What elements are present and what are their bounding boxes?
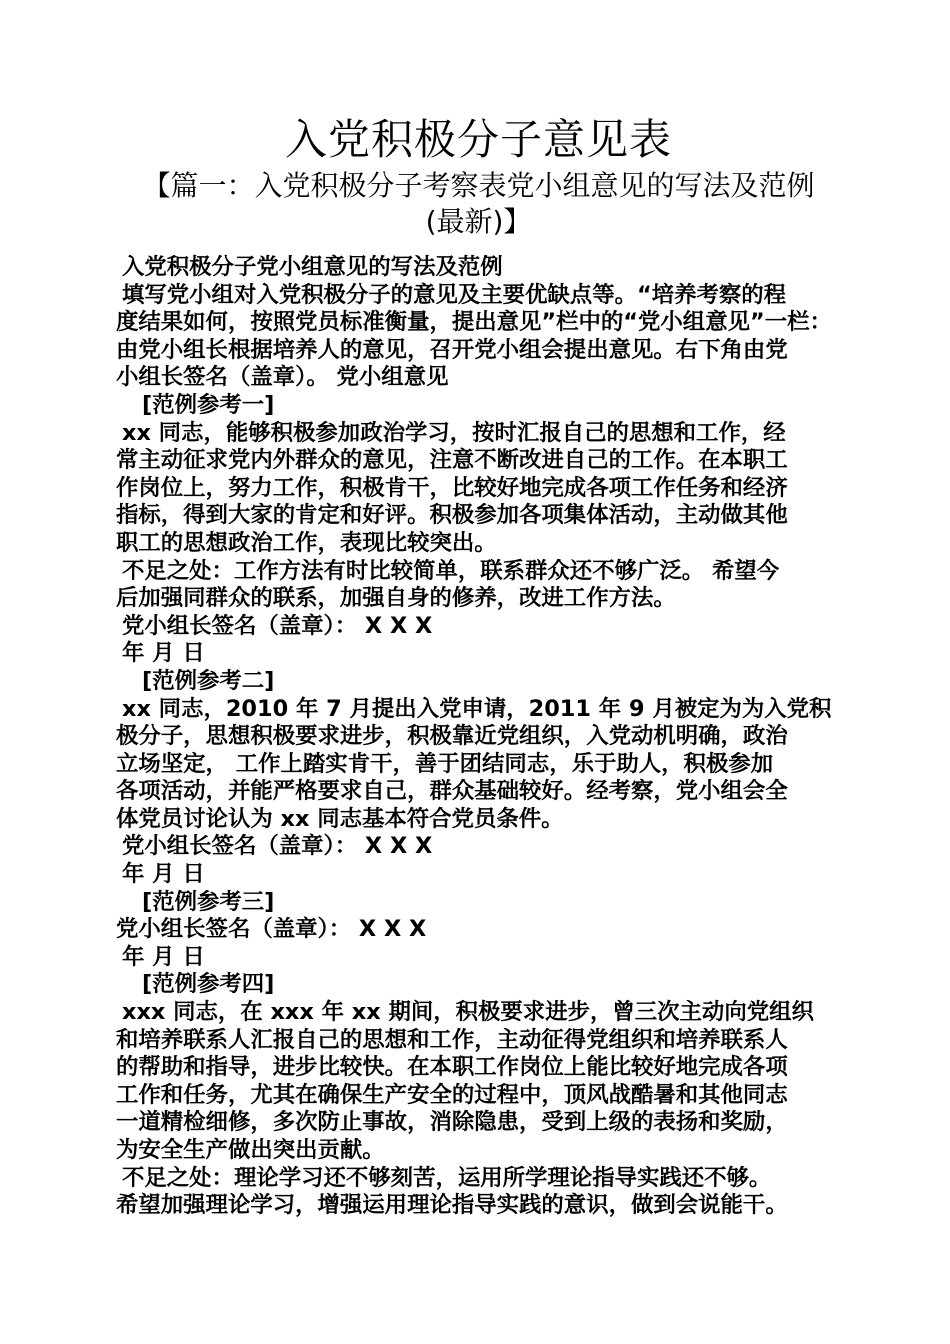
body-line: 的帮助和指导，进步比较快。在本职工作岗位上能比较好地完成各项 bbox=[116, 1054, 788, 1081]
document-subtitle bbox=[116, 168, 841, 240]
body-line: [范例参考四] bbox=[142, 971, 275, 998]
document-page bbox=[116, 112, 841, 1220]
body-line: xxx 同志，在 xxx 年 xx 期间，积极要求进步，曾三次主动向党组织 bbox=[122, 999, 814, 1026]
body-line: 年 月 日 bbox=[122, 861, 205, 888]
document-body bbox=[116, 254, 841, 1220]
body-line: 立场坚定， 工作上踏实肯干，善于团结同志，乐于助人，积极参加 bbox=[116, 750, 774, 777]
body-line: 极分子，思想积极要求进步，积极靠近党组织，入党动机明确，政治 bbox=[116, 723, 788, 750]
body-line: 希望加强理论学习，增强运用理论指导实践的意识，做到会说能干。 bbox=[116, 1192, 788, 1219]
body-line: 和培养联系人汇报自己的思想和工作，主动征得党组织和培养联系人 bbox=[116, 1026, 788, 1053]
document-title: 入党积极分子意见表 bbox=[284, 115, 672, 164]
body-line: 指标，得到大家的肯定和好评。积极参加各项集体活动，主动做其他 bbox=[116, 502, 788, 529]
body-line: 入党积极分子党小组意见的写法及范例 bbox=[122, 254, 503, 280]
body-line: 党小组长签名（盖章）： X X X bbox=[122, 833, 433, 860]
body-line: xx 同志，2010 年 7 月提出入党申请，2011 年 9 月被定为为入党积 bbox=[122, 695, 832, 722]
body-line: 各项活动，并能严格要求自己，群众基础较好。经考察，党小组会全 bbox=[116, 778, 788, 805]
body-line: [范例参考二] bbox=[142, 667, 275, 694]
body-line: 小组长签名（盖章）。 党小组意见 bbox=[116, 364, 449, 391]
body-line: 不足之处：理论学习还不够刻苦，运用所学理论指导实践还不够。 bbox=[122, 1164, 772, 1191]
body-line: 填写党小组对入党积极分子的意见及主要优缺点等。“培养考察的程 bbox=[122, 281, 787, 308]
body-line: 党小组长签名（盖章）： X X X bbox=[116, 916, 427, 943]
body-line: 体党员讨论认为 xx 同志基本符合党员条件。 bbox=[116, 805, 564, 832]
body-line: 后加强同群众的联系，加强自身的修养，改进工作方法。 bbox=[116, 585, 676, 612]
subtitle-line-2: (最新)】 bbox=[425, 205, 532, 238]
subtitle-line-1: 【篇一：入党积极分子考察表党小组意见的写法及范例 bbox=[142, 169, 815, 202]
body-line: 年 月 日 bbox=[122, 943, 205, 970]
body-line: 为安全生产做出突出贡献。 bbox=[116, 1137, 385, 1163]
body-line: 不足之处：工作方法有时比较简单，联系群众还不够广泛。 希望今 bbox=[122, 557, 780, 584]
body-line: 党小组长签名（盖章）： X X X bbox=[122, 612, 433, 639]
body-line: 年 月 日 bbox=[122, 640, 205, 667]
body-line: [范例参考三] bbox=[142, 888, 275, 915]
body-line: 工作和任务，尤其在确保生产安全的过程中，顶风战酷暑和其他同志 bbox=[116, 1081, 788, 1108]
body-line: 一道精检细修，多次防止事故，消除隐患，受到上级的表扬和奖励， bbox=[116, 1109, 788, 1136]
body-line: 度结果如何，按照党员标准衡量，提出意见”栏中的“党小组意见”一栏： bbox=[116, 309, 832, 336]
body-line: 职工的思想政治工作，表现比较突出。 bbox=[116, 529, 497, 556]
body-line: 作岗位上，努力工作，积极肯干，比较好地完成各项工作任务和经济 bbox=[116, 474, 788, 501]
body-line: xx 同志，能够积极参加政治学习，按时汇报自己的思想和工作，经 bbox=[122, 419, 786, 446]
body-line: 常主动征求党内外群众的意见，注意不断改进自己的工作。在本职工 bbox=[116, 447, 788, 474]
body-line: 由党小组长根据培养人的意见，召开党小组会提出意见。右下角由党 bbox=[116, 336, 788, 363]
body-line: [范例参考一] bbox=[142, 391, 275, 418]
